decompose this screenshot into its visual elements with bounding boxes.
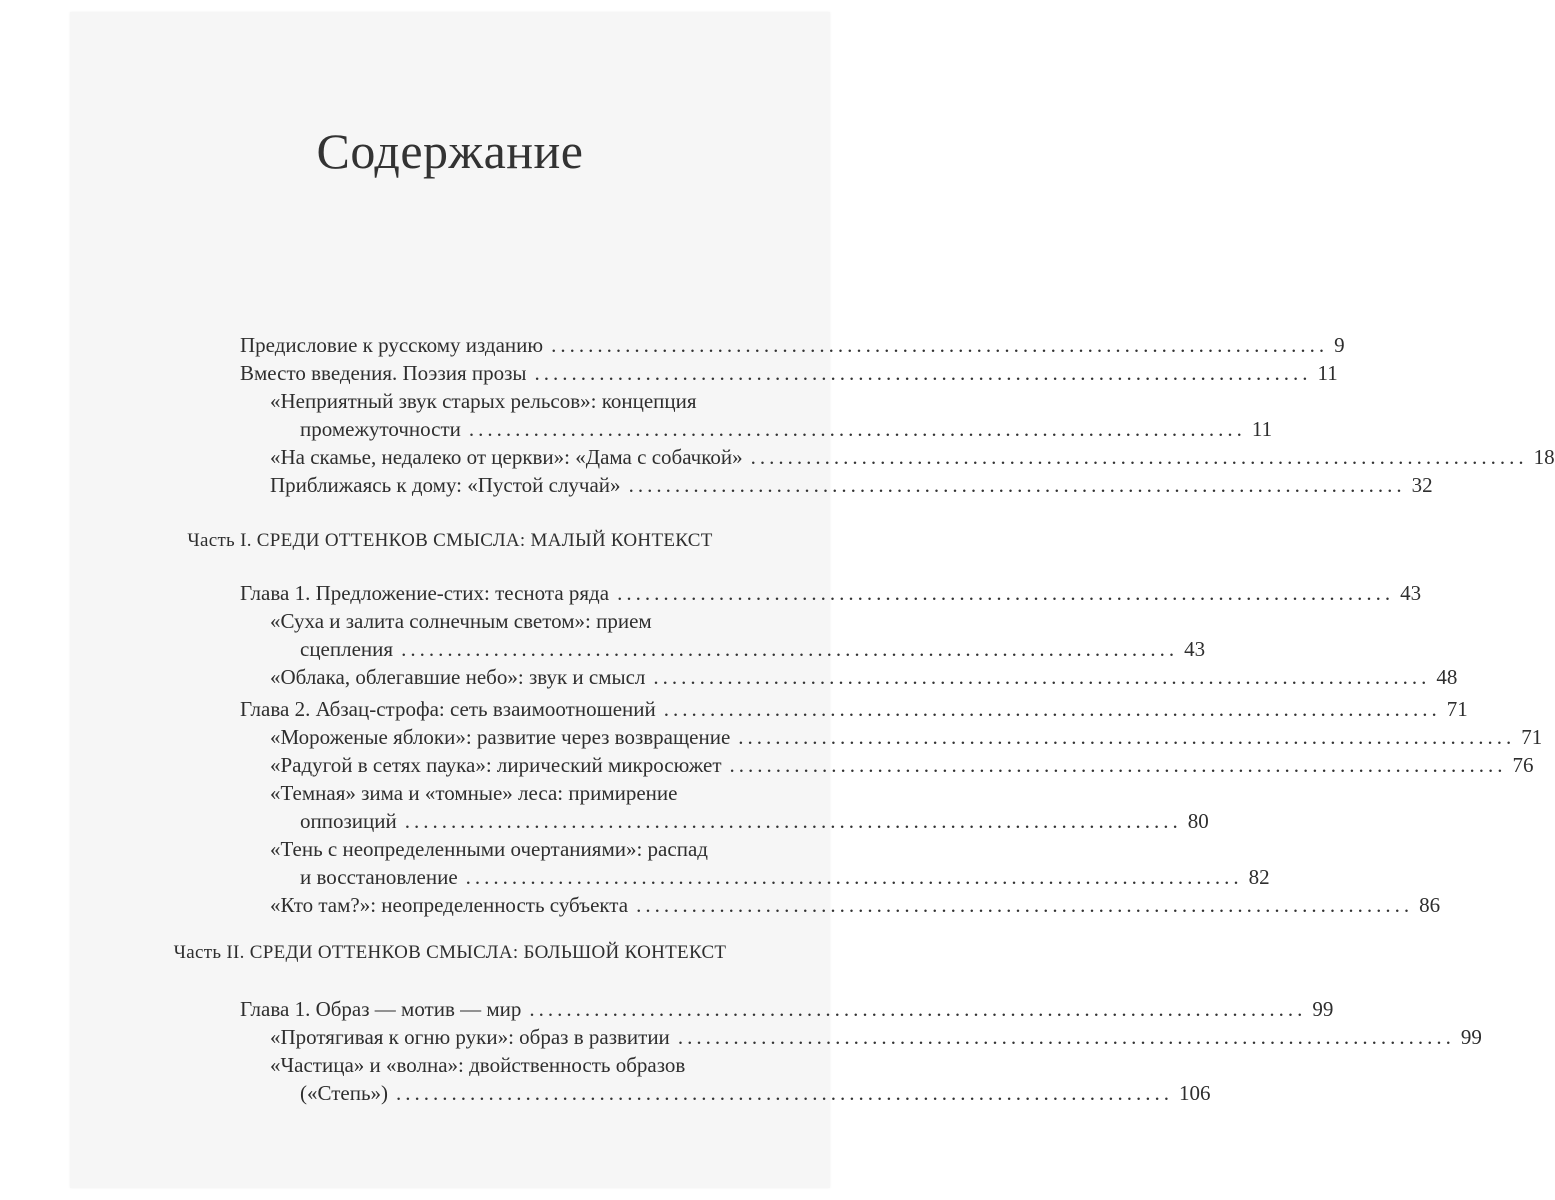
toc-page-number: 80 bbox=[1187, 809, 1209, 833]
toc-page-number: 99 bbox=[1460, 1025, 1482, 1049]
toc-page-number: 11 bbox=[1317, 361, 1338, 385]
toc-entry-text: и восстановление bbox=[300, 865, 458, 889]
leader-dots: .................................................................................... bbox=[628, 473, 1406, 497]
toc-page-number: 71 bbox=[1521, 725, 1543, 749]
leader-dots: .................................................................................... bbox=[729, 753, 1507, 777]
part-heading-1: Часть I. СРЕДИ ОТТЕНКОВ СМЫСЛА: МАЛЫЙ КОНТЕКСТ bbox=[187, 530, 713, 551]
toc-entry-text: «Облака, облегавшие небо»: звук и смысл bbox=[270, 665, 646, 689]
toc-entry-part2-chapter-1 bbox=[240, 996, 1334, 1022]
leader-dots: .................................................................................... bbox=[404, 809, 1182, 833]
toc-entry-introduction bbox=[240, 360, 1338, 386]
toc-entry-text: «Протягивая к огню руки»: образ в развитии bbox=[270, 1025, 670, 1049]
toc-entry-text: «Неприятный звук старых рельсов»: концепция bbox=[270, 389, 697, 413]
toc-entry-intermediacy bbox=[300, 416, 1273, 442]
toc-entry-restoration bbox=[300, 864, 1270, 890]
toc-entry-steppe bbox=[300, 1080, 1211, 1106]
toc-page-number: 82 bbox=[1248, 865, 1270, 889]
toc-entry-empty-case bbox=[270, 472, 1433, 498]
leader-dots: .................................................................................... bbox=[663, 697, 1441, 721]
toc-entry-oppositions bbox=[300, 808, 1209, 834]
toc-entry-rainbow bbox=[270, 752, 1534, 778]
toc-page-number: 106 bbox=[1179, 1081, 1211, 1105]
page-title: Содержание bbox=[316, 123, 584, 179]
leader-dots: .................................................................................... bbox=[738, 725, 1516, 749]
toc-entry-text: «На скамье, недалеко от церкви»: «Дама с собачкой» bbox=[270, 445, 743, 469]
toc-page-number: 9 bbox=[1334, 333, 1345, 357]
leader-dots: .................................................................................... bbox=[465, 865, 1243, 889]
leader-dots: .................................................................................... bbox=[636, 893, 1414, 917]
toc-page-number: 86 bbox=[1419, 893, 1441, 917]
leader-dots: .................................................................................... bbox=[750, 445, 1528, 469]
toc-page-number: 11 bbox=[1251, 417, 1273, 441]
leader-dots: .................................................................................... bbox=[396, 1081, 1174, 1105]
toc-entry-hands-to-fire bbox=[270, 1024, 1482, 1050]
leader-dots: .................................................................................... bbox=[534, 361, 1312, 385]
toc-entry-frozen-apples bbox=[270, 724, 1543, 750]
toc-entry-text: сцепления bbox=[300, 637, 394, 661]
toc-page-number: 43 bbox=[1400, 581, 1422, 605]
toc-entry-text: Приближаясь к дому: «Пустой случай» bbox=[270, 473, 621, 497]
toc-entry-text: Глава 1. Образ — мотив — мир bbox=[240, 997, 522, 1021]
toc-page-number: 18 bbox=[1533, 445, 1555, 469]
toc-entry-text: («Степь») bbox=[300, 1081, 389, 1105]
toc-entry-text: «Суха и залита солнечным светом»: прием bbox=[270, 609, 652, 633]
leader-dots: .................................................................................... bbox=[401, 637, 1179, 661]
toc-entry-text: промежуточности bbox=[300, 417, 461, 441]
toc-entry-text: «Мороженые яблоки»: развитие через возвращение bbox=[270, 725, 731, 749]
toc-entry-text: «Темная» зима и «томные» леса: примирение bbox=[270, 781, 678, 805]
toc-entry-text: Глава 2. Абзац-строфа: сеть взаимоотношений bbox=[240, 697, 656, 721]
toc-entry-text: «Тень с неопределенными очертаниями»: распад bbox=[270, 837, 708, 861]
leader-dots: .................................................................................... bbox=[617, 581, 1395, 605]
toc-entry-text: Предисловие к русскому изданию bbox=[240, 333, 544, 357]
toc-entry-preface bbox=[240, 332, 1345, 358]
book-page bbox=[70, 12, 1555, 1188]
toc-entry-who-is-there bbox=[270, 892, 1441, 918]
part-heading-2: Часть II. СРЕДИ ОТТЕНКОВ СМЫСЛА: БОЛЬШОЙ КОНТЕКСТ bbox=[173, 942, 727, 963]
leader-dots: .................................................................................... bbox=[677, 1025, 1455, 1049]
leader-dots: .................................................................................... bbox=[551, 333, 1329, 357]
toc-entry-text: «Радугой в сетях паука»: лирический микросюжет bbox=[270, 753, 722, 777]
leader-dots: .................................................................................... bbox=[529, 997, 1307, 1021]
leader-dots: .................................................................................... bbox=[468, 417, 1246, 441]
toc-page-number: 48 bbox=[1436, 665, 1458, 689]
toc-page-number: 43 bbox=[1184, 637, 1206, 661]
toc-entry-chapter-2 bbox=[240, 696, 1468, 722]
toc-page-number: 76 bbox=[1512, 753, 1534, 777]
toc-entry-clouds bbox=[270, 664, 1458, 690]
toc-page-number: 32 bbox=[1411, 473, 1433, 497]
toc-entry-text: «Частица» и «волна»: двойственность образов bbox=[270, 1053, 686, 1077]
toc-entry-text: оппозиций bbox=[300, 809, 397, 833]
toc-page-number: 99 bbox=[1312, 997, 1334, 1021]
toc-page-number: 71 bbox=[1446, 697, 1468, 721]
toc-entry-coupling bbox=[300, 636, 1206, 662]
toc-entry-text: Глава 1. Предложение-стих: теснота ряда bbox=[240, 581, 610, 605]
toc-entry-chapter-1 bbox=[240, 580, 1422, 606]
toc-entry-text: Вместо введения. Поэзия прозы bbox=[240, 361, 527, 385]
leader-dots: .................................................................................... bbox=[653, 665, 1431, 689]
toc-entry-text: «Кто там?»: неопределенность субъекта bbox=[270, 893, 629, 917]
toc-entry-lady-with-dog bbox=[270, 444, 1555, 470]
